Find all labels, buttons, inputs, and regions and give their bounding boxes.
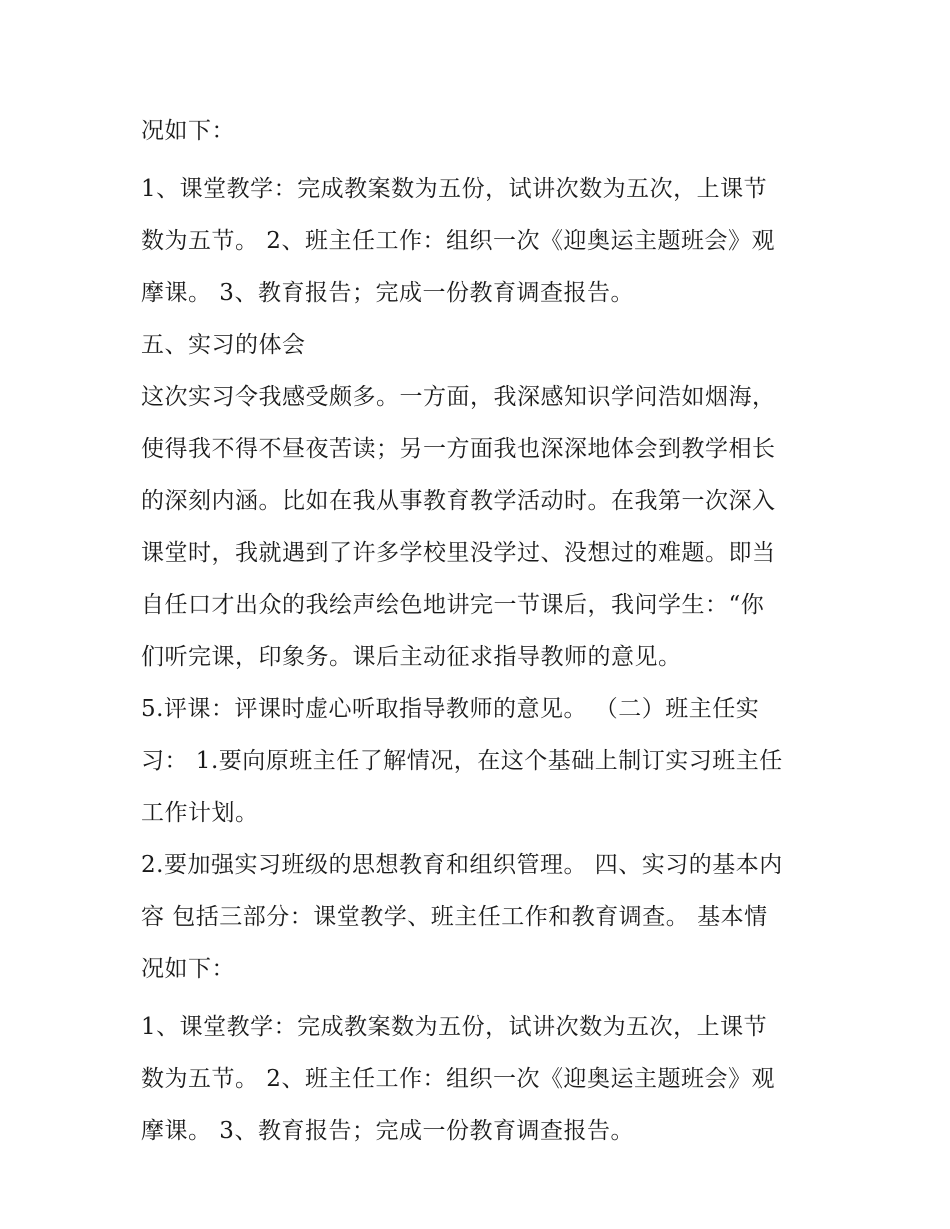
- document-body: [141, 105, 821, 1157]
- text-line-14: 工作计划。: [141, 800, 259, 826]
- section-heading: 五、实习的体会: [141, 332, 306, 358]
- text-line-6: 这次实习令我感受颇多。一方面，我深感知识学问浩如烟海，: [141, 384, 776, 410]
- text-line-8: 的深刻内涵。比如在我从事教育教学活动时。在我第一次深入: [141, 488, 776, 514]
- text-line-7: 使得我不得不昼夜苦读；另一方面我也深深地体会到教学相长: [141, 436, 776, 462]
- text-line-18: 1、课堂教学：完成教案数为五份，试讲次数为五次，上课节: [141, 1014, 768, 1040]
- text-line-15: 2.要加强实习班级的思想教育和组织管理。 四、实习的基本内: [141, 852, 783, 878]
- text-line-20: 摩课。 3、教育报告；完成一份教育调查报告。: [141, 1118, 634, 1144]
- text-line-3: 数为五节。 2、班主任工作：组织一次《迎奥运主题班会》观: [141, 228, 775, 254]
- text-line-4: 摩课。 3、教育报告；完成一份教育调查报告。: [141, 280, 634, 306]
- text-line-2: 1、课堂教学：完成教案数为五份，试讲次数为五次，上课节: [141, 176, 768, 202]
- text-line-19: 数为五节。 2、班主任工作：组织一次《迎奥运主题班会》观: [141, 1066, 775, 1092]
- text-line-9: 课堂时，我就遇到了许多学校里没学过、没想过的难题。即当: [141, 540, 776, 566]
- text-line-13: 习： 1.要向原班主任了解情况，在这个基础上制订实习班主任: [141, 748, 783, 774]
- text-line-10: 自任口才出众的我绘声绘色地讲完一节课后，我问学生：“你: [141, 592, 765, 618]
- text-line-11: 们听完课，印象务。课后主动征求指导教师的意见。: [141, 644, 682, 670]
- text-line-16: 容 包括三部分：课堂教学、班主任工作和教育调查。 基本情: [141, 904, 768, 930]
- text-line-17: 况如下：: [141, 956, 235, 982]
- text-line-12: 5.评课：评课时虚心听取指导教师的意见。 （二）班主任实: [141, 696, 760, 722]
- text-line-1: 况如下：: [141, 118, 235, 144]
